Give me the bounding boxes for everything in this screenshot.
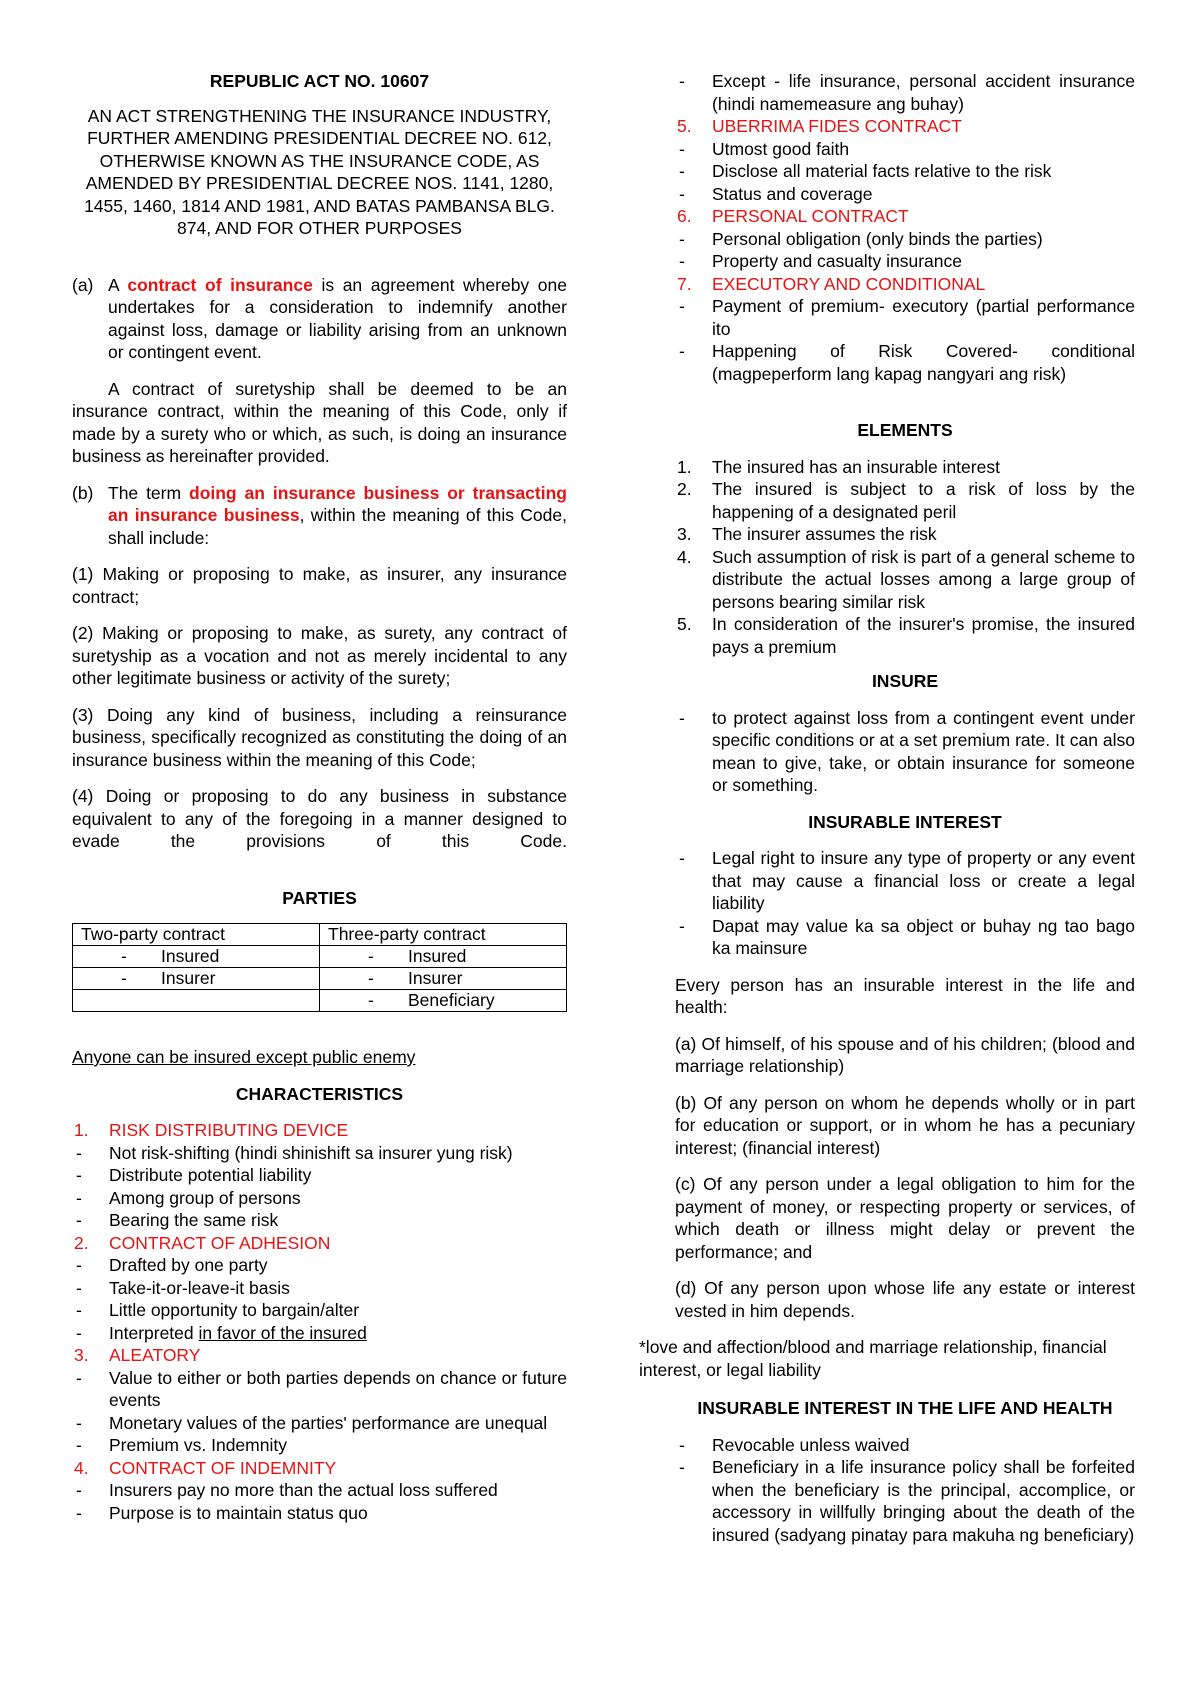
text-fragment: Personal obligation (only binds the parties) [712,228,1043,249]
document-subtitle: AN ACT STRENGTHENING THE INSURANCE INDUSTRY, FURTHER AMENDING PRESIDENTIAL DECREE NO. 612, OTHERWISE KNOWN AS THE INSURANCE CODE, AS AMENDED BY PRESIDENTIAL DECREE NOS. 1141, 1280, 1455, 1460, 1814 AND 1981, AND BATAS PAMBANSA BLG. 874, AND FOR OTHER PURPOSES [84,105,555,238]
list-item [72,1479,567,1502]
table-row [73,968,567,990]
text-fragment: Such assumption of risk is part of a general scheme to distribute the actual losses among a large group of persons bearing similar risk [712,546,1135,612]
list-item [675,295,1135,340]
text-fragment: - [76,1165,82,1185]
table-cell [73,990,320,1012]
text-fragment: 1. [677,456,692,477]
anyone-insured-note: Anyone can be insured except public enemy [72,1047,416,1067]
text-fragment: Insurer [161,968,216,988]
list-item [675,456,1135,479]
list-item [72,1187,567,1210]
text-fragment: - [679,251,685,271]
text-fragment: - [679,161,685,181]
definition-a [72,274,567,364]
list-item [72,1277,567,1300]
table-cell [73,968,320,990]
table-cell [320,946,567,968]
list-item [72,1322,567,1345]
term-doing-insurance-business: doing an insurance business or transacting an insurance business [108,482,567,525]
clause-2: (2) Making or proposing to make, as surety, any contract of suretyship as a vocation and not as merely incidental to any other legitimate business or activity of the surety; [72,623,567,688]
insurable-interest-life-health-heading: INSURABLE INTEREST IN THE LIFE AND HEALTH [697,1398,1113,1418]
list-item [72,1502,567,1525]
text-fragment: - [76,1322,82,1343]
text-fragment: (b) [72,482,94,503]
text-fragment: Interpreted [109,1322,194,1343]
table-row [73,924,567,946]
list-item [675,613,1135,658]
footnote: *love and affection/blood and marriage relationship, financial interest, or legal liability [639,1337,1107,1380]
list-item [675,915,1135,960]
text-fragment: Insured [408,946,467,966]
text-fragment: in favor of the insured [198,1322,367,1343]
document-title: REPUBLIC ACT NO. 10607 [209,71,430,91]
text-fragment: - [679,1457,685,1477]
text-fragment: - [679,915,685,936]
list-item [675,1434,1135,1457]
table-header-cell: Two-party contract [73,924,320,946]
clause-a: (a) Of himself, of his spouse and of his children; (blood and marriage relationship) [675,1033,1135,1076]
text-fragment: UBERRIMA FIDES CONTRACT [712,116,962,136]
list-item [675,70,1135,115]
text-fragment: - [679,71,685,91]
list-item [72,1142,567,1165]
text-fragment: Property and casualty insurance [712,251,962,271]
text-fragment: Beneficiary [408,990,495,1010]
text-fragment: - [679,183,685,204]
text-fragment: Except - life insurance, personal accident insurance (hindi namemeasure ang buhay) [712,71,1135,114]
insurable-interest-list [675,847,1135,960]
table-header-cell: Three-party contract [320,924,567,946]
text-fragment: CONTRACT OF ADHESION [109,1232,331,1253]
list-item [675,115,1135,138]
text-fragment: - [76,1142,82,1163]
text-fragment: 7. [677,273,692,294]
text-fragment: - [76,1255,82,1275]
suretyship-paragraph: A contract of suretyship shall be deemed to be an insurance contract, within the meaning of this Code, only if made by a surety who or which, as such, is doing an insurance business as hereinafter provided. [72,378,567,466]
text-fragment: The insurer assumes the risk [712,524,937,544]
insurable-interest-life-health-list [675,1434,1135,1547]
insure-heading: INSURE [871,671,939,691]
list-item [72,1232,567,1255]
right-column [639,70,1135,1546]
list-item [675,183,1135,206]
table-cell [320,968,567,990]
elements-list [675,456,1135,659]
clause-d: (d) Of any person upon whose life any estate or interest vested in him depends. [675,1278,1135,1321]
text-fragment: - [679,1434,685,1455]
list-item [675,523,1135,546]
clause-1: (1) Making or proposing to make, as insurer, any insurance contract; [72,564,567,607]
table-row [73,946,567,968]
text-fragment: ALEATORY [109,1345,201,1365]
list-item [675,205,1135,228]
list-item [675,273,1135,296]
list-item [72,1209,567,1232]
table-cell [320,990,567,1012]
insurable-interest-heading: INSURABLE INTEREST [808,811,1002,832]
text-fragment: - [76,1480,82,1500]
clause-3: (3) Doing any kind of business, including a reinsurance business, specifically recognized as constituting the doing of an insurance business within the meaning of this Code; [72,704,567,770]
text-fragment: Value to either or both parties depends on chance or future events [109,1367,567,1410]
text-fragment: 3. [677,524,692,544]
text-fragment: - [368,968,374,988]
text-fragment: Utmost good faith [712,138,850,159]
text-fragment: Purpose is to maintain status quo [109,1502,368,1523]
text-fragment: Little opportunity to bargain/alter [109,1300,360,1320]
text-fragment: - [76,1412,82,1433]
text-fragment: 5. [677,614,692,634]
text-fragment: EXECUTORY AND CONDITIONAL [712,273,986,294]
text-fragment: , within the meaning of this Code, shall include: [108,505,567,548]
text-fragment: In consideration of the insurer's promise, the insured pays a premium [712,614,1135,657]
text-fragment: 3. [74,1345,89,1365]
list-item [675,847,1135,915]
definition-b [72,482,567,550]
left-column [72,70,567,1524]
clause-4: (4) Doing or proposing to do any business in substance equivalent to any of the foregoing in a manner designed to evade the provisions of this Code. [72,786,567,851]
list-item [675,707,1135,797]
text-fragment: - [679,138,685,159]
text-fragment: - [679,296,685,316]
text-fragment: 1. [74,1120,89,1140]
text-fragment: 4. [677,546,692,567]
text-fragment: - [76,1435,82,1455]
table-cell [73,946,320,968]
clause-b: (b) Of any person on whom he depends wholly or in part for education or support, or in whom he has a pecuniary interest; (financial interest) [675,1092,1135,1158]
list-item [72,1254,567,1277]
text-fragment: PERSONAL CONTRACT [712,206,909,226]
text-fragment: - [679,341,685,361]
text-fragment: Insured [161,946,220,966]
text-fragment: - [76,1277,82,1298]
text-fragment: Disclose all material facts relative to the risk [712,161,1052,181]
text-fragment: 2. [74,1232,89,1253]
text-fragment: - [679,848,685,868]
text-fragment: - [76,1300,82,1320]
list-item [675,340,1135,385]
text-fragment: is an agreement whereby one undertakes for a consideration to indemnify another against loss, damage or liability arising from an unknown or contingent event. [108,274,567,362]
text-fragment: - [121,968,127,988]
text-fragment: Insurers pay no more than the actual loss suffered [109,1480,498,1500]
characteristics-heading: CHARACTERISTICS [235,1083,404,1104]
text-fragment: 6. [677,206,692,226]
text-fragment: Premium vs. Indemnity [109,1435,287,1455]
list-item [675,546,1135,614]
parties-table [72,923,567,1012]
list-item [72,1367,567,1412]
clause-c: (c) Of any person under a legal obligation to him for the payment of money, or respecting property or services, of which death or illness might delay or prevent the performance; and [675,1174,1135,1262]
list-item [675,160,1135,183]
list-item [675,138,1135,161]
elements-heading: ELEMENTS [857,420,953,440]
list-item [72,1344,567,1367]
list-item [675,1456,1135,1546]
text-fragment: - [76,1210,82,1230]
text-fragment: - [76,1367,82,1388]
characteristics-list-continued [675,70,1135,385]
text-fragment: - [679,228,685,249]
list-item [72,1119,567,1142]
every-person-paragraph: Every person has an insurable interest in the life and health: [675,974,1135,1017]
text-fragment: Distribute potential liability [109,1165,312,1185]
list-item [675,478,1135,523]
characteristics-list [72,1119,567,1524]
text-fragment: - [679,707,685,728]
text-fragment: The insured has an insurable interest [712,456,1000,477]
text-fragment: Status and coverage [712,183,873,204]
text-fragment: Beneficiary in a life insurance policy shall be forfeited when the beneficiary is the principal, accomplice, or accessory in willfully bringing about the death of the insured (sadyang pinatay para makuha ng beneficiary) [712,1457,1135,1545]
text-fragment: RISK DISTRIBUTING DEVICE [109,1120,349,1140]
text-fragment: Insurer [408,968,463,988]
list-item [675,228,1135,251]
list-item [72,1412,567,1435]
list-item [72,1457,567,1480]
text-fragment: - [121,946,127,966]
text-fragment: to protect against loss from a contingent event under specific conditions or at a set premium rate. It can also mean to give, take, or obtain insurance for someone or something. [712,707,1135,795]
text-fragment: Among group of persons [109,1187,301,1208]
list-item [72,1434,567,1457]
text-fragment: 5. [677,116,692,136]
text-fragment: - [368,946,374,966]
text-fragment: Monetary values of the parties' performance are unequal [109,1412,548,1433]
list-item [675,250,1135,273]
text-fragment: - [368,990,374,1010]
list-item [72,1299,567,1322]
text-fragment: Legal right to insure any type of property or any event that may cause a financial loss or create a legal liability [712,848,1135,913]
text-fragment: - [76,1502,82,1523]
parties-heading: PARTIES [282,887,357,908]
text-fragment: Payment of premium- executory (partial performance ito [712,296,1135,339]
text-fragment: Dapat may value ka sa object or buhay ng tao bago ka mainsure [712,915,1135,958]
text-fragment: Bearing the same risk [109,1210,279,1230]
text-fragment: CONTRACT OF INDEMNITY [109,1457,337,1478]
term-contract-of-insurance: contract of insurance [127,274,313,295]
table-row [73,990,567,1012]
text-fragment: 2. [677,479,692,499]
text-fragment: - [76,1187,82,1208]
text-fragment: Happening of Risk Covered- conditional (magpeperform lang kapag nangyari ang risk) [712,341,1135,384]
text-fragment: Take-it-or-leave-it basis [109,1277,290,1298]
text-fragment: A [108,274,119,295]
text-fragment: Drafted by one party [109,1255,268,1275]
text-fragment: Not risk-shifting (hindi shinishift sa insurer yung risk) [109,1142,513,1163]
text-fragment: The term [108,482,182,503]
text-fragment: (a) [72,274,94,295]
text-fragment: The insured is subject to a risk of loss by the happening of a designated peril [712,479,1135,522]
text-fragment: 4. [74,1457,89,1478]
text-fragment: Revocable unless waived [712,1434,910,1455]
list-item [72,1164,567,1187]
